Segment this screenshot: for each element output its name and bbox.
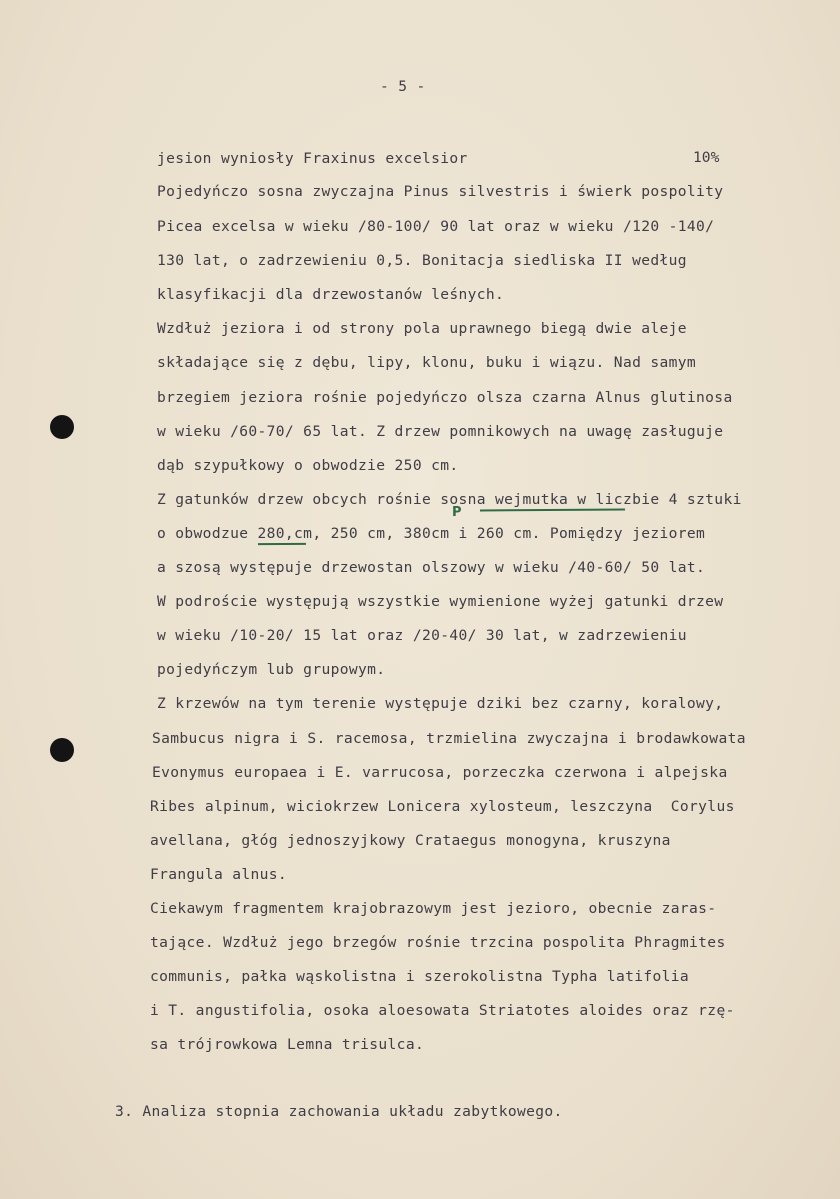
text-line: Picea excelsa w wieku /80-100/ 90 lat oraz w wieku /120 -140/ <box>157 218 715 235</box>
text-line: składające się z dębu, lipy, klonu, buku i wiązu. Nad samym <box>157 354 697 371</box>
text-line: w wieku /60-70/ 65 lat. Z drzew pomnikowych na uwagę zasługuje <box>157 423 724 440</box>
text-line: W podroście występują wszystkie wymienione wyżej gatunki drzew <box>157 593 724 610</box>
text-line: Frangula alnus. <box>150 866 288 883</box>
text-line: Sambucus nigra i S. racemosa, trzmielina zwyczajna i brodawkowata <box>152 730 746 747</box>
text-line: a szosą występuje drzewostan olszowy w wieku /40-60/ 50 lat. <box>157 559 706 576</box>
section-heading: 3. Analiza stopnia zachowania układu zabytkowego. <box>115 1103 563 1120</box>
text-line: dąb szypułkowy o obwodzie 250 cm. <box>157 457 459 474</box>
text-line: sa trójrowkowa Lemna trisulca. <box>150 1036 425 1053</box>
text-line: pojedyńczym lub grupowym. <box>157 661 386 678</box>
text-line: w wieku /10-20/ 15 lat oraz /20-40/ 30 lat, w zadrzewieniu <box>157 627 687 644</box>
text-line: Wzdłuż jeziora i od strony pola uprawnego biegą dwie aleje <box>157 320 687 337</box>
text-line: klasyfikacji dla drzewostanów leśnych. <box>157 286 505 303</box>
text-line: jesion wyniosły Fraxinus excelsior <box>157 150 468 167</box>
text-line: tające. Wzdłuż jego brzegów rośnie trzcina pospolita Phragmites <box>150 934 726 951</box>
text-line: i T. angustifolia, osoka aloesowata Striatotes aloides oraz rzę- <box>150 1002 735 1019</box>
text-line: 130 lat, o zadrzewieniu 0,5. Bonitacja siedliska II według <box>157 252 687 269</box>
text-line: Evonymus europaea i E. varrucosa, porzeczka czerwona i alpejska <box>152 764 728 781</box>
punch-hole-bottom <box>50 738 74 762</box>
text-line: Ribes alpinum, wiciokrzew Lonicera xylosteum, leszczyna Corylus <box>150 798 735 815</box>
text-line: Pojedyńczo sosna zwyczajna Pinus silvestris i świerk pospolity <box>157 183 724 200</box>
percentage-value: 10% <box>693 149 720 166</box>
punch-hole-top <box>50 415 74 439</box>
text-line: communis, pałka wąskolistna i szerokolistna Typha latifolia <box>150 968 690 985</box>
handwritten-correction-mark: P <box>452 505 462 520</box>
text-line: Ciekawym fragmentem krajobrazowym jest jezioro, obecnie zaras- <box>150 900 717 917</box>
text-line: avellana, głóg jednoszyjkowy Crataegus monogyna, kruszyna <box>150 832 671 849</box>
handwritten-underline <box>258 543 306 545</box>
handwritten-underline <box>480 508 625 511</box>
text-line: Z gatunków drzew obcych rośnie sosna wejmutka w liczbie 4 sztuki <box>157 491 742 508</box>
text-line: brzegiem jeziora rośnie pojedyńczo olsza czarna Alnus glutinosa <box>157 389 733 406</box>
page-number: - 5 - <box>380 78 426 95</box>
text-line: o obwodzue 280,cm, 250 cm, 380cm i 260 cm. Pomiędzy jeziorem <box>157 525 706 542</box>
text-line: Z krzewów na tym terenie występuje dziki bez czarny, koralowy, <box>157 695 724 712</box>
